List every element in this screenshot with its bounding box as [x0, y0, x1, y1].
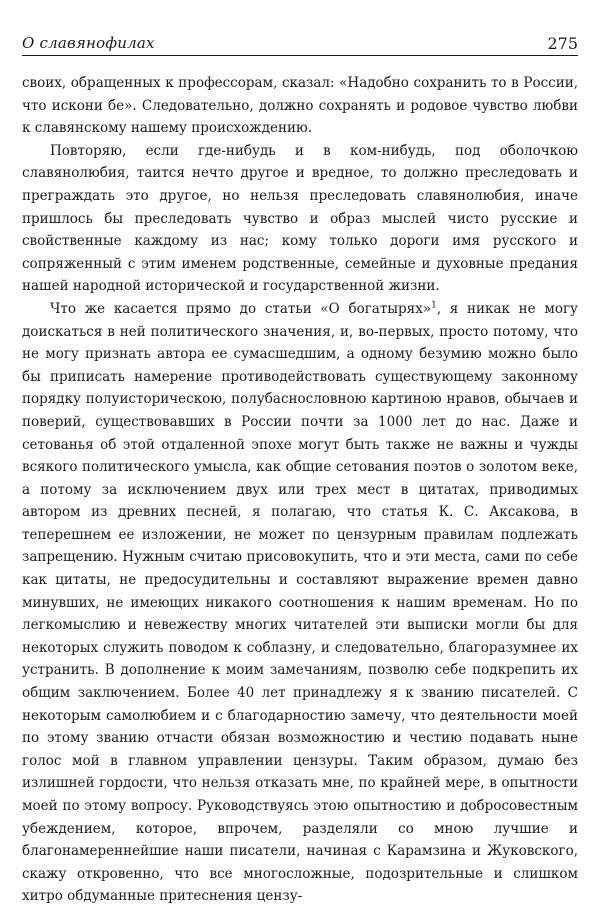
paragraph-1: своих, обращенных к профессорам, сказал: «Надобно сохранить то в России, что искони бе». Следовательно, должно сохранять и родовое чувство любви к славянскому нашему происхождению. [22, 75, 578, 137]
footnote-reference[interactable]: 1 [431, 300, 437, 311]
page-header [22, 26, 578, 60]
running-head: О славянофилах [22, 34, 155, 52]
header-rule [22, 55, 578, 56]
paragraph-3-rest: , я никак не могу доискаться в ней политического значения, и, во-первых, просто потому, что не могу признать автора ее сумасшедшим, а одному безумию можно было бы приписать намерение противодействовать существующему законному порядку полуисторическою, полубаснословною картиною нравов, обычаев и поверий, существовавших в России почти за 1000 лет до нас. Даже и сетованья об этой отдаленной эпохе могут быть также не важны и чужды всякого политического умысла, как общие сетования поэтов о золотом веке, а потому за исключением двух или трех мест в цитатах, приводимых автором из древних песней, я полагаю, что статья К. С. Аксакова, в теперешнем ее изложении, не может по цензурным правилам подлежать запрещению. Нужным считаю присовокупить, что и эти места, сами по себе как цитаты, не предосудительны и составляют выражение времен давно минувших, не имеющих никакого соотношения к нашим временам. Но по легкомыслию и невежеству многих читателей эти выписки могли бы для некоторых служить поводом к соблазну, и следовательно, благоразумнее их устранить. В дополнение к моим замечаниям, позволю себе подкрепить их общим заключением. Более 40 лет принадлежу я к званию писателей. С некоторым самолюбием и с благодарностию замечу, что деятельности моей по этому званию отчасти обязан возможностию и честию подавать ныне голос мой в главном управлении цензуры. Таким образом, думаю без излишней гордости, что нельзя отказать мне, по крайней мере, в опытности моей по этому вопросу. Руководствуясь этою опытностию и добросовестным убеждением, которое, впрочем, разделяли со мною лучшие и благонамереннейшие наши писатели, начиная с Карамзина и Жуковского, скажу откровенно, что все многосложные, подозрительные и слишком хитро обдуманные притеснения цензу- [22, 300, 578, 905]
paragraph-3-start: Что же касается прямо до статьи «О богатырях» [50, 300, 432, 317]
paragraph-2: Повторяю, если где-нибудь и в ком-нибудь, под оболочкою славянолюбия, таится нечто другое и вредное, то должно преследовать и преграждать это другое, но нельзя преследовать славянолюбия, иначе пришлось бы преследовать чувство и образ мыслей чисто русские и свойственные каждому из нас; кому только дороги имя русского и сопряженный с этим именем родственные, семейные и духовные предания нашей народной исторической и государственной жизни. [22, 142, 578, 295]
body-text [22, 72, 578, 908]
paragraph-3 [22, 298, 578, 908]
page-number: 275 [547, 34, 578, 53]
